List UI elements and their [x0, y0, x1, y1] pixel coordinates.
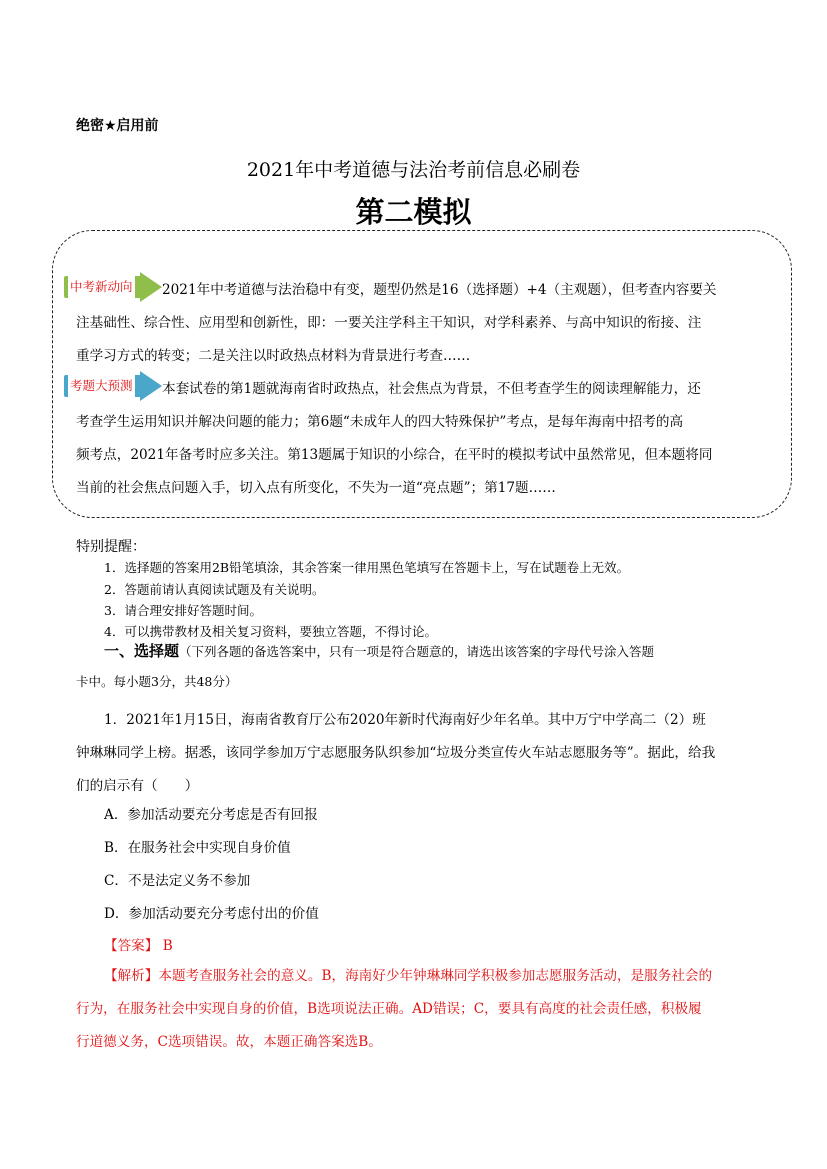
option-d: D．参加活动要充分考虑付出的价值 [104, 906, 319, 922]
question-stem-line: 1．2021年1月15日，海南省教育厅公布2020年新时代海南好少年名单。其中万宁中学高二（2）班 [104, 712, 706, 728]
prediction-arrow-tag [64, 371, 160, 401]
section-heading [104, 640, 654, 661]
analysis-line: 行为，在服务社会中实现自身的价值，B选项说法正确。AD错误；C，要具有高度的社会责任感，积极履 [76, 1001, 702, 1017]
exam-title: 2021年中考道德与法治考前信息必刷卷 [246, 159, 581, 181]
option-b: B．在服务社会中实现自身价值 [104, 840, 291, 856]
callout-line: 注基础性、综合性、应用型和创新性，即：一要关注学科主干知识，对学科素养、与高中知识的衔接、注 [76, 315, 702, 331]
confidential-label: 绝密★启用前 [76, 118, 159, 134]
exam-subtitle: 第二模拟 [355, 195, 472, 229]
trend-arrow-tag [64, 272, 160, 302]
answer-label: 【答案】 [104, 938, 159, 954]
question-stem-line: 们的启示有（ ） [76, 778, 199, 794]
callout-line: 频考点，2021年备考时应多关注。第13题属于知识的小综合，在平时的模拟考试中虽然常见，但本题将同 [76, 447, 713, 463]
option-c: C．不是法定义务不参加 [104, 873, 251, 889]
callout-line: 2021年中考道德与法治稳中有变，题型仍然是16（选择题）+4（主观题），但考查内容要关 [162, 282, 717, 298]
tip-item: 1．选择题的答案用2B铅笔填涂，其余答案一律用黑色笔填写在答题卡上，写在试题卷上无效。 [104, 560, 630, 575]
callout-line: 重学习方式的转变；二是关注以时政热点材料为背景进行考查…… [76, 348, 471, 364]
callout-line: 当前的社会焦点问题入手，切入点有所变化，不失为一道“亮点题”；第17题…… [76, 480, 556, 496]
analysis-line: 行道德义务，C选项错误。故，本题正确答案选B。 [76, 1034, 382, 1050]
analysis-line: 【解析】本题考查服务社会的意义。B，海南好少年钟琳琳同学积极参加志愿服务活动，是服务社会的 [104, 968, 713, 984]
question-stem-line: 钟琳琳同学上榜。据悉，该同学参加万宁志愿服务队织参加“垃圾分类宣传火车站志愿服务等”。据此，给我 [76, 745, 716, 761]
option-a: A．参加活动要充分考虑是否有回报 [104, 807, 318, 823]
callout-line: 本套试卷的第1题就海南省时政热点，社会焦点为背景，不但考查学生的阅读理解能力，还 [162, 381, 701, 397]
section-note-cont: 卡中。每小题3分，共48分） [76, 674, 238, 689]
prediction-tag-label: 考题大预测 [68, 375, 135, 397]
tip-item: 3．请合理安排好答题时间。 [104, 603, 262, 618]
callout-line: 考查学生运用知识并解决问题的能力；第6题“未成年人的四大特殊保护”考点，是每年海南中招考的高 [76, 414, 684, 430]
section-note: （下列各题的备选答案中，只有一项是符合题意的，请选出该答案的字母代号涂入答题 [179, 644, 655, 659]
answer-value: B [162, 938, 173, 954]
answer-line [104, 934, 173, 954]
tip-item: 2．答题前请认真阅读试题及有关说明。 [104, 582, 325, 597]
section-title: 一、选择题 [104, 642, 180, 660]
tips-title: 特别提醒： [76, 539, 146, 555]
tip-item: 4．可以携带教材及相关复习资料，要独立答题，不得讨论。 [104, 624, 437, 639]
trend-tag-label: 中考新动向 [68, 276, 135, 298]
